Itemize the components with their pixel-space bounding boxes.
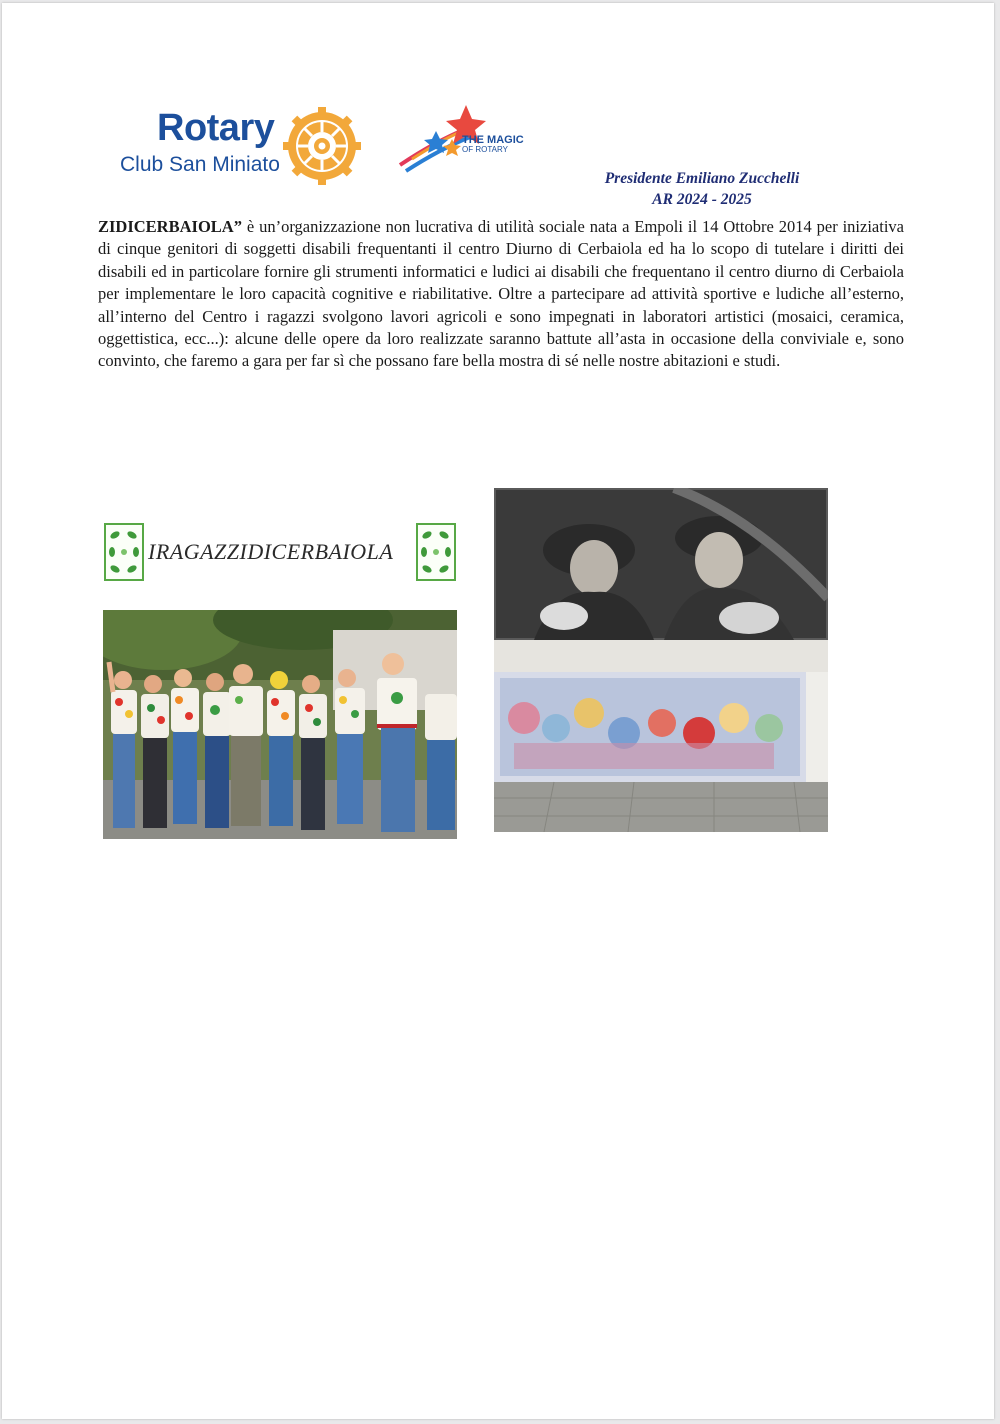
rotary-wheel-icon [283, 107, 361, 185]
president-block [562, 168, 842, 210]
handprint-leaves-icon [106, 525, 142, 579]
magic-line-1: THE MAGIC [462, 134, 524, 146]
club-name: Club San Miniato [120, 153, 280, 176]
ragazzi-banner [104, 523, 456, 581]
mosaic-artwork-photo [494, 488, 828, 832]
paragraph-body: è un’organizzazione non lucrativa di utilità sociale nata a Empoli il 14 Ottobre 2014 per iniziativa di cinque genitori di soggetti disabili frequentanti il centro Diurno di Cerbaiola ed ha lo scopo di tutelare i diritti dei disabili ed in particolare fornire gli strumenti informatici e ludici ai disabili che frequentano il centro diurno di Cerbaiola per implementare le loro capacità cognitive e riabilitative. Oltre a partecipare ad attività sportive e ludiche all’esterno, all’interno del Centro i ragazzi svolgono lavori agricoli e sono impegnati in laboratori artistici (mosaici, ceramica, oggettistica, ecc...): alcune delle opere da loro realizzate saranno battute all’asta in occasione della conviviale e, sono convinto, che faremo a gara per far sì che possano fare bella mostra di sé nelle nostre abitazioni e studi. [98, 217, 904, 371]
handprint-leaves-icon [418, 525, 454, 579]
president-name: Presidente Emiliano Zucchelli [604, 170, 800, 187]
document-page [2, 3, 994, 1419]
magic-of-rotary-text [462, 135, 524, 155]
paragraph-lead: ZIDICERBAIOLA” [98, 217, 242, 236]
rotary-logo-word: Rotary [157, 107, 275, 149]
banner-left-ornament [104, 523, 144, 581]
kids-group-photo [103, 610, 457, 839]
article-paragraph [98, 216, 904, 373]
banner-title: IRAGAZZIDICERBAIOLA [148, 539, 394, 564]
banner-right-ornament [416, 523, 456, 581]
rotary-year: AR 2024 - 2025 [652, 191, 752, 208]
magic-line-2: OF ROTARY [462, 145, 508, 154]
